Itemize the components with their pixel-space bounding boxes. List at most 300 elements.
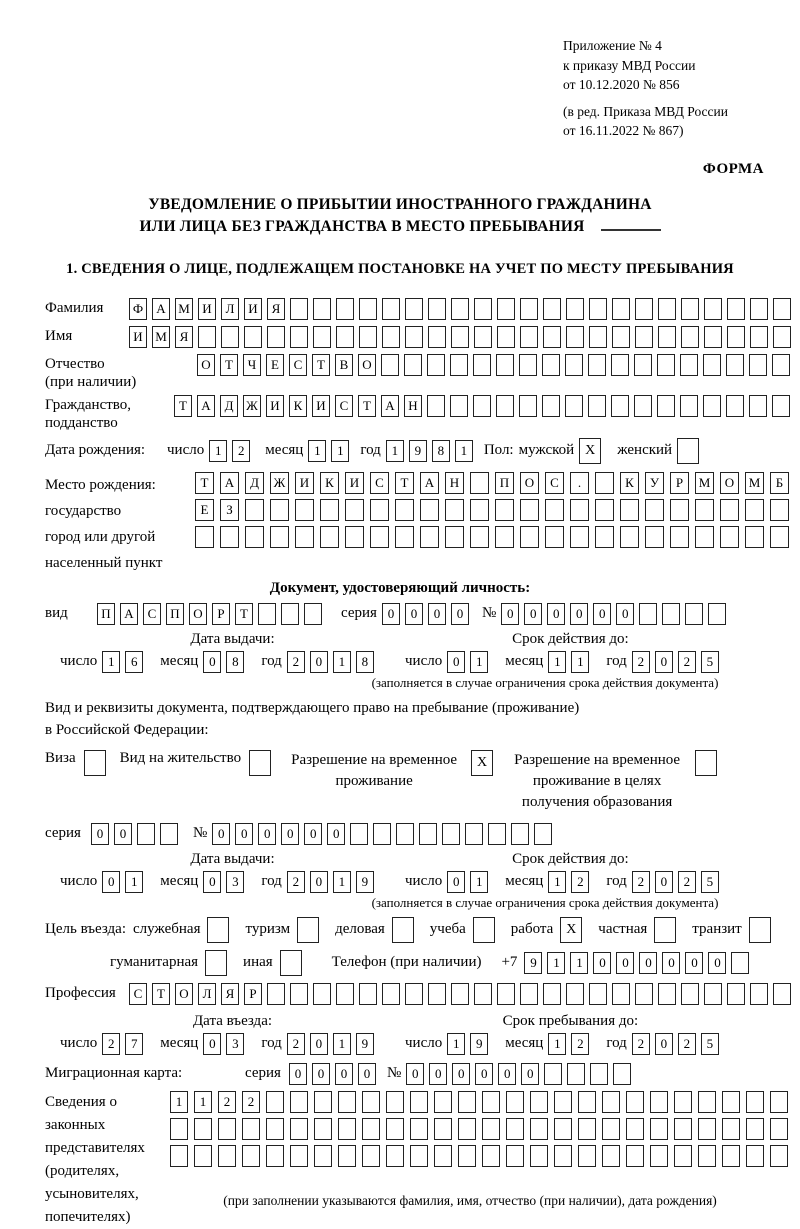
char-cell: 0 — [327, 823, 345, 845]
phone-label: Телефон (при наличии) — [331, 954, 482, 971]
stay-valid-day-cells — [447, 871, 493, 893]
validity-note: (заполняется в случае ограничения срока действия документа) — [371, 894, 719, 910]
char-cell — [726, 354, 744, 376]
doc-kind-label: вид — [45, 605, 68, 622]
char-cell — [244, 326, 262, 348]
birth-place-row2 — [195, 499, 795, 521]
char-cell: Т — [235, 603, 253, 625]
char-cell: 1 — [548, 651, 566, 673]
char-cell — [295, 526, 314, 548]
char-cell — [578, 1145, 596, 1167]
char-cell — [657, 395, 675, 417]
purpose-row-2 — [0, 950, 800, 976]
surname-cells — [129, 298, 796, 320]
birth-place-label: Место рождения: — [45, 476, 156, 493]
day-label: число — [405, 873, 443, 890]
char-cell — [195, 526, 214, 548]
char-cell — [595, 526, 614, 548]
char-cell: Л — [198, 983, 216, 1005]
char-cell: Б — [770, 472, 789, 494]
char-cell — [566, 298, 584, 320]
stay-doc-intro-line2: в Российской Федерации: — [45, 722, 209, 739]
valid-day-cells — [447, 651, 493, 673]
char-cell — [611, 354, 629, 376]
year-label: год — [606, 873, 627, 890]
char-cell: . — [570, 472, 589, 494]
char-cell — [704, 298, 722, 320]
char-cell — [451, 298, 469, 320]
char-cell: Ч — [243, 354, 261, 376]
char-cell — [589, 983, 607, 1005]
char-cell — [534, 823, 552, 845]
char-cell — [650, 1118, 668, 1140]
representatives-label: Сведения о — [45, 1093, 117, 1110]
char-cell: Р — [670, 472, 689, 494]
char-cell: Ф — [129, 298, 147, 320]
char-cell — [290, 983, 308, 1005]
char-cell: 0 — [102, 871, 120, 893]
char-cell: 0 — [655, 1033, 673, 1055]
char-cell — [428, 326, 446, 348]
char-cell — [520, 983, 538, 1005]
char-cell — [565, 354, 583, 376]
stay-doc-intro-line1: Вид и реквизиты документа, подтверждающего право на пребывание (проживание) — [45, 699, 580, 716]
char-cell — [554, 1118, 572, 1140]
birth-month-cells — [308, 440, 354, 462]
forma-label: ФОРМА — [702, 160, 764, 177]
char-cell — [681, 298, 699, 320]
char-cell: 1 — [333, 871, 351, 893]
char-cell — [773, 298, 791, 320]
purpose-private-label: частная — [598, 921, 648, 938]
char-cell: О — [720, 472, 739, 494]
char-cell — [727, 326, 745, 348]
document-title — [0, 194, 800, 239]
char-cell — [266, 1091, 284, 1113]
char-cell — [495, 499, 514, 521]
char-cell — [545, 526, 564, 548]
char-cell — [570, 499, 589, 521]
citizenship-cells — [174, 395, 795, 417]
entry-dates-block — [0, 1013, 800, 1055]
char-cell — [519, 354, 537, 376]
char-cell — [680, 354, 698, 376]
representatives-label: попечителях) — [45, 1208, 131, 1225]
char-cell — [770, 1091, 788, 1113]
char-cell — [290, 1118, 308, 1140]
char-cell — [595, 472, 614, 494]
migration-number-cells — [406, 1063, 636, 1085]
char-cell — [258, 603, 276, 625]
birth-place-label: государство — [45, 502, 122, 519]
char-cell: Р — [244, 983, 262, 1005]
birth-day-cells — [209, 440, 255, 462]
temp-residence-checkbox: X — [471, 750, 493, 776]
char-cell — [470, 526, 489, 548]
char-cell: 2 — [218, 1091, 236, 1113]
char-cell — [419, 823, 437, 845]
char-cell: 9 — [409, 440, 427, 462]
char-cell — [362, 1091, 380, 1113]
given-name-cells — [129, 326, 796, 348]
sex-female-label: женский — [617, 442, 673, 459]
char-cell — [634, 395, 652, 417]
char-cell: 0 — [114, 823, 132, 845]
char-cell — [658, 983, 676, 1005]
char-cell — [314, 1118, 332, 1140]
stay-until-heading: Срок пребывания до: — [502, 1012, 639, 1029]
char-cell: 1 — [209, 440, 227, 462]
char-cell — [482, 1118, 500, 1140]
representatives-label: представителях — [45, 1139, 145, 1156]
char-cell: О — [175, 983, 193, 1005]
representatives-label: усыновителях, — [45, 1185, 139, 1202]
char-cell: 1 — [447, 1033, 465, 1055]
char-cell — [427, 395, 445, 417]
char-cell: 3 — [226, 871, 244, 893]
char-cell — [281, 603, 299, 625]
char-cell: 0 — [212, 823, 230, 845]
char-cell — [497, 983, 515, 1005]
representatives-note: (при заполнении указываются фамилия, имя, отчество (при наличии), дата рождения) — [223, 1192, 717, 1208]
char-cell — [639, 603, 657, 625]
stay-valid-year-cells — [632, 871, 724, 893]
purpose-work-label: работа — [510, 921, 554, 938]
char-cell — [685, 603, 703, 625]
char-cell: Ж — [270, 472, 289, 494]
char-cell — [722, 1091, 740, 1113]
char-cell — [405, 298, 423, 320]
char-cell: И — [129, 326, 147, 348]
char-cell — [442, 823, 460, 845]
char-cell: 9 — [356, 1033, 374, 1055]
char-cell — [410, 1118, 428, 1140]
char-cell: 0 — [501, 603, 519, 625]
char-cell — [578, 1118, 596, 1140]
char-cell: 0 — [312, 1063, 330, 1085]
profession-row — [0, 983, 800, 1005]
char-cell — [602, 1145, 620, 1167]
purpose-row-1 — [0, 917, 800, 943]
char-cell — [722, 1145, 740, 1167]
char-cell — [405, 983, 423, 1005]
char-cell: Т — [395, 472, 414, 494]
char-cell — [613, 1063, 631, 1085]
char-cell — [245, 499, 264, 521]
purpose-tourism-label: туризм — [245, 921, 291, 938]
char-cell — [612, 298, 630, 320]
char-cell — [290, 326, 308, 348]
char-cell: 1 — [470, 651, 488, 673]
birth-place-row3 — [195, 526, 795, 548]
char-cell — [359, 983, 377, 1005]
birth-date-label: Дата рождения: — [45, 442, 146, 459]
purpose-label: Цель въезда: — [45, 921, 126, 938]
patronymic-cells — [197, 354, 795, 376]
char-cell — [470, 499, 489, 521]
valid-month-cells — [548, 651, 594, 673]
char-cell: 2 — [287, 651, 305, 673]
purpose-tourism-checkbox — [297, 917, 319, 943]
birth-place-label: населенный пункт — [45, 554, 163, 571]
char-cell — [314, 1091, 332, 1113]
char-cell — [420, 526, 439, 548]
char-cell — [420, 499, 439, 521]
char-cell — [602, 1091, 620, 1113]
char-cell — [720, 526, 739, 548]
char-cell: 0 — [358, 1063, 376, 1085]
residence-permit-checkbox — [249, 750, 271, 776]
char-cell — [698, 1091, 716, 1113]
char-cell — [590, 1063, 608, 1085]
valid-until-heading: Срок действия до: — [512, 630, 629, 647]
char-cell — [488, 823, 506, 845]
char-cell: А — [381, 395, 399, 417]
title-line-2: ИЛИ ЛИЦА БЕЗ ГРАЖДАНСТВА В МЕСТО ПРЕБЫВАНИЯ — [0, 216, 800, 238]
char-cell — [362, 1118, 380, 1140]
char-cell — [267, 983, 285, 1005]
char-cell — [445, 499, 464, 521]
representatives-row2 — [170, 1118, 794, 1140]
purpose-transit-checkbox — [749, 917, 771, 943]
char-cell: 0 — [203, 651, 221, 673]
entry-year-cells — [287, 1033, 379, 1055]
char-cell: 1 — [170, 1091, 188, 1113]
char-cell — [395, 499, 414, 521]
char-cell: 6 — [125, 651, 143, 673]
purpose-study-checkbox — [473, 917, 495, 943]
char-cell: И — [198, 298, 216, 320]
char-cell: 0 — [685, 952, 703, 974]
char-cell — [542, 395, 560, 417]
char-cell — [680, 395, 698, 417]
purpose-transit-label: транзит — [692, 921, 742, 938]
purpose-study-label: учеба — [429, 921, 466, 938]
char-cell — [382, 326, 400, 348]
char-cell — [670, 526, 689, 548]
char-cell: 2 — [678, 651, 696, 673]
char-cell: 0 — [524, 603, 542, 625]
char-cell — [554, 1091, 572, 1113]
char-cell — [773, 983, 791, 1005]
char-cell — [338, 1091, 356, 1113]
visa-checkbox — [84, 750, 106, 776]
migration-card-row — [0, 1063, 800, 1085]
char-cell — [313, 326, 331, 348]
char-cell — [270, 526, 289, 548]
char-cell — [496, 395, 514, 417]
char-cell — [345, 526, 364, 548]
char-cell: 9 — [524, 952, 542, 974]
day-label: число — [60, 873, 98, 890]
until-day-cells — [447, 1033, 493, 1055]
char-cell — [336, 326, 354, 348]
char-cell: М — [695, 472, 714, 494]
char-cell — [194, 1118, 212, 1140]
char-cell: 1 — [548, 871, 566, 893]
char-cell: 2 — [571, 871, 589, 893]
char-cell: М — [745, 472, 764, 494]
char-cell: 1 — [102, 651, 120, 673]
char-cell: О — [197, 354, 215, 376]
citizenship-label: Гражданство, — [45, 397, 132, 414]
char-cell — [727, 983, 745, 1005]
temp-residence-edu-label: Разрешение на временное проживание в целях получения образования — [514, 751, 681, 810]
char-cell — [745, 499, 764, 521]
char-cell — [313, 983, 331, 1005]
char-cell — [338, 1118, 356, 1140]
char-cell — [220, 526, 239, 548]
identity-doc-row — [0, 603, 800, 625]
edition-line: от 16.11.2022 № 867) — [563, 123, 684, 139]
issue-year-cells — [287, 651, 379, 673]
issue-date-heading: Дата выдачи: — [190, 630, 275, 647]
stay-series-label: серия — [45, 825, 81, 842]
char-cell — [520, 526, 539, 548]
char-cell: 0 — [289, 1063, 307, 1085]
char-cell: 2 — [632, 651, 650, 673]
char-cell — [497, 326, 515, 348]
char-cell: 0 — [310, 1033, 328, 1055]
char-cell — [704, 983, 722, 1005]
char-cell — [519, 395, 537, 417]
birth-year-cells — [386, 440, 478, 462]
char-cell — [595, 499, 614, 521]
char-cell — [770, 526, 789, 548]
char-cell — [428, 983, 446, 1005]
char-cell — [612, 983, 630, 1005]
char-cell — [511, 823, 529, 845]
char-cell — [602, 1118, 620, 1140]
char-cell: 9 — [470, 1033, 488, 1055]
char-cell — [405, 326, 423, 348]
char-cell — [473, 354, 491, 376]
char-cell: И — [312, 395, 330, 417]
char-cell: 0 — [335, 1063, 353, 1085]
char-cell — [434, 1118, 452, 1140]
birth-place-block — [0, 472, 800, 576]
char-cell — [635, 326, 653, 348]
char-cell: 2 — [287, 1033, 305, 1055]
char-cell — [749, 395, 767, 417]
char-cell: 0 — [655, 871, 673, 893]
validity-note: (заполняется в случае ограничения срока действия документа) — [371, 674, 719, 690]
char-cell: М — [175, 298, 193, 320]
char-cell — [749, 354, 767, 376]
char-cell: 2 — [571, 1033, 589, 1055]
char-cell — [194, 1145, 212, 1167]
surname-row — [0, 298, 800, 320]
char-cell — [544, 1063, 562, 1085]
char-cell: 0 — [655, 651, 673, 673]
given-name-label: Имя — [45, 328, 73, 345]
char-cell — [474, 326, 492, 348]
char-cell — [626, 1118, 644, 1140]
sex-female-checkbox — [677, 438, 699, 464]
char-cell: 0 — [310, 651, 328, 673]
char-cell: Т — [152, 983, 170, 1005]
char-cell: 0 — [451, 603, 469, 625]
char-cell: Е — [266, 354, 284, 376]
surname-label: Фамилия — [45, 300, 104, 317]
char-cell — [245, 526, 264, 548]
char-cell — [620, 526, 639, 548]
char-cell: 0 — [498, 1063, 516, 1085]
representatives-labels — [45, 1091, 170, 1229]
stay-doc-series-row — [0, 823, 800, 845]
char-cell — [657, 354, 675, 376]
char-cell: Я — [267, 298, 285, 320]
stay-doc-intro — [0, 697, 800, 742]
purpose-business-checkbox — [207, 917, 229, 943]
temp-residence-edu-option — [507, 750, 717, 813]
char-cell: С — [143, 603, 161, 625]
char-cell — [588, 354, 606, 376]
doc-number-cells — [501, 603, 731, 625]
char-cell — [506, 1118, 524, 1140]
residence-permit-label: Вид на жительство — [119, 749, 242, 766]
char-cell — [750, 326, 768, 348]
stay-number-cells — [212, 823, 557, 845]
char-cell: 0 — [304, 823, 322, 845]
char-cell — [746, 1145, 764, 1167]
char-cell — [726, 395, 744, 417]
char-cell: Т — [195, 472, 214, 494]
section1-heading: 1. СВЕДЕНИЯ О ЛИЦЕ, ПОДЛЕЖАЩЕМ ПОСТАНОВКЕ НА УЧЕТ ПО МЕСТУ ПРЕБЫВАНИЯ — [66, 260, 734, 277]
purpose-humanitarian-checkbox — [205, 950, 227, 976]
char-cell — [708, 603, 726, 625]
char-cell — [530, 1145, 548, 1167]
char-cell: Л — [221, 298, 239, 320]
identity-doc-heading: Документ, удостоверяющий личность: — [269, 579, 531, 596]
month-label: месяц — [505, 1035, 544, 1052]
char-cell: Т — [174, 395, 192, 417]
issue-day-cells — [102, 651, 148, 673]
char-cell — [345, 499, 364, 521]
char-cell — [382, 298, 400, 320]
char-cell — [611, 395, 629, 417]
char-cell — [746, 1091, 764, 1113]
char-cell — [520, 499, 539, 521]
char-cell: Н — [445, 472, 464, 494]
char-cell: 8 — [432, 440, 450, 462]
char-cell — [428, 298, 446, 320]
char-cell: 8 — [356, 651, 374, 673]
char-cell — [681, 983, 699, 1005]
char-cell — [313, 298, 331, 320]
char-cell: 1 — [548, 1033, 566, 1055]
char-cell — [218, 1145, 236, 1167]
char-cell — [570, 526, 589, 548]
char-cell — [530, 1118, 548, 1140]
char-cell: 5 — [701, 871, 719, 893]
doc-series-cells — [382, 603, 474, 625]
doc-number-label: № — [481, 605, 497, 622]
purpose-commercial-checkbox — [392, 917, 414, 943]
char-cell: 0 — [428, 603, 446, 625]
char-cell: 0 — [662, 952, 680, 974]
identity-doc-dates — [0, 631, 800, 673]
appendix-line: к приказу МВД России — [563, 57, 696, 73]
char-cell — [674, 1091, 692, 1113]
char-cell: 0 — [310, 871, 328, 893]
char-cell — [160, 823, 178, 845]
char-cell: 1 — [125, 871, 143, 893]
char-cell: Ж — [243, 395, 261, 417]
char-cell: 1 — [547, 952, 565, 974]
birth-place-row1 — [195, 472, 795, 494]
char-cell: 2 — [232, 440, 250, 462]
